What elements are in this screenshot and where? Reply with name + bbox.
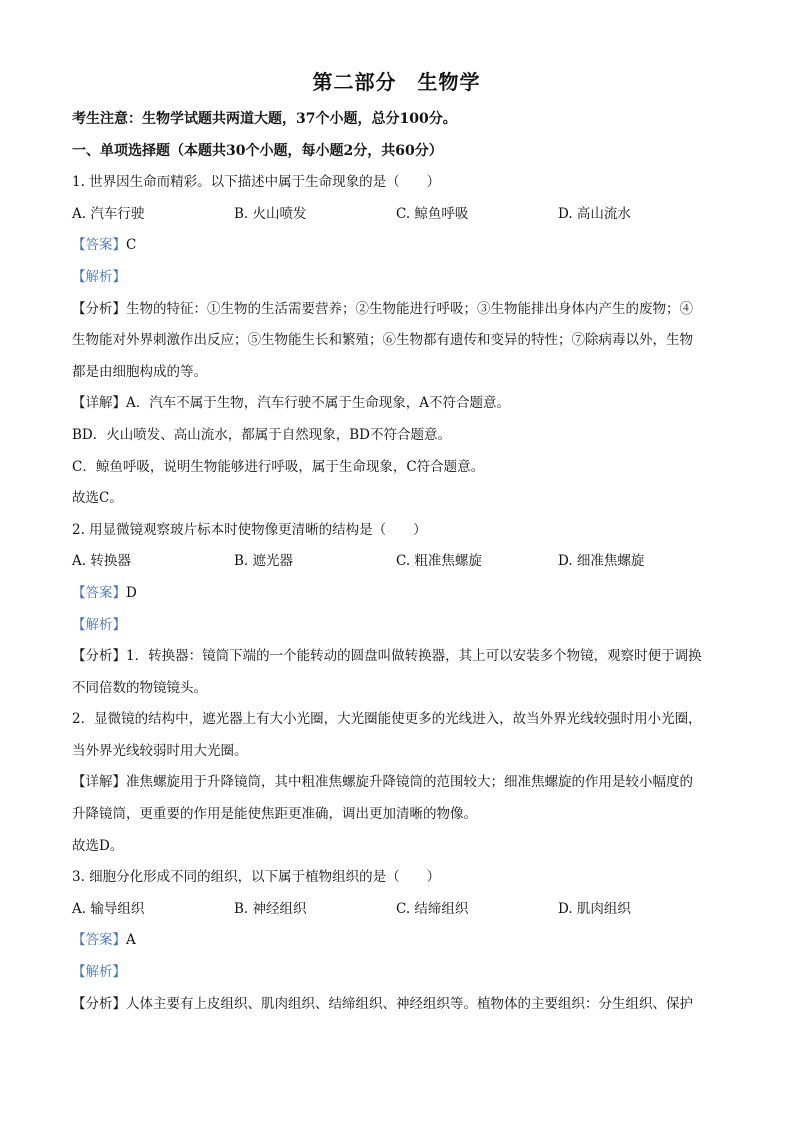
detail-tag: 【详解】	[72, 395, 126, 412]
explanation-line	[72, 961, 721, 983]
question-1	[72, 171, 721, 509]
option-a: A. 转换器	[72, 553, 131, 570]
explanation-line	[72, 614, 721, 636]
option-list	[72, 550, 721, 572]
option-c: C. 鲸鱼呼吸	[396, 205, 469, 222]
detail-text: BD．火山喷发、高山流水，都属于自然现象，BD不符合题意。	[72, 426, 451, 443]
explanation-line	[72, 266, 721, 288]
option-c: C. 结缔组织	[396, 900, 469, 917]
question-stem: 3. 细胞分化形成不同的组织，以下属于植物组织的是（ ）	[72, 869, 441, 886]
page-title: 第二部分 生物学	[312, 70, 481, 94]
analysis-text: 1．转换器：镜筒下端的一个能转动的圆盘叫做转换器，其上可以安装多个物镜，观察时便于调换	[126, 648, 702, 665]
analysis-tag: 【分析】	[72, 995, 126, 1012]
question-stem: 1. 世界因生命而精彩。以下描述中属于生命现象的是（ ）	[72, 174, 441, 191]
option-list	[72, 203, 721, 225]
answer-line	[72, 929, 721, 951]
option-b: B. 火山喷发	[234, 205, 307, 222]
option-b: B. 神经组织	[234, 900, 307, 917]
option-a: A. 输导组织	[72, 900, 145, 917]
analysis-text: 当外界光线较弱时用大光圈。	[72, 742, 248, 759]
answer-value: C	[126, 237, 137, 254]
analysis-tag: 【分析】	[72, 300, 126, 317]
analysis-line	[72, 645, 721, 667]
section-heading: 一、单项选择题（本题共30个小题，每小题2分，共60分）	[72, 142, 443, 159]
conclusion-text: 故选C。	[72, 490, 123, 507]
analysis-line	[72, 993, 721, 1015]
detail-text: A．汽车不属于生物，汽车行驶不属于生命现象，A不符合题意。	[126, 395, 510, 412]
option-list	[72, 898, 721, 920]
option-d: D. 细准焦螺旋	[558, 553, 645, 570]
explanation-tag: 【解析】	[72, 268, 126, 285]
answer-line	[72, 234, 721, 256]
detail-line	[72, 771, 721, 793]
answer-value: D	[126, 584, 137, 601]
analysis-text: 2．显微镜的结构中，遮光器上有大小光圈，大光圈能使更多的光线进入，故当外界光线较强时用小光圈，	[72, 711, 702, 728]
question-stem: 2. 用显微镜观察玻片标本时使物像更清晰的结构是（ ）	[72, 521, 427, 538]
answer-line	[72, 582, 721, 604]
analysis-tag: 【分析】	[72, 648, 126, 665]
conclusion-text: 故选D。	[72, 837, 124, 854]
option-a: A. 汽车行驶	[72, 205, 145, 222]
analysis-text: 人体主要有上皮组织、肌肉组织、结缔组织、神经组织等。植物体的主要组织：分生组织、保护	[126, 995, 693, 1012]
option-c: C. 粗准焦螺旋	[396, 553, 482, 570]
answer-tag: 【答案】	[72, 584, 126, 601]
analysis-text: 生物的特征：①生物的生活需要营养；②生物能进行呼吸；③生物能排出身体内产生的废物；④	[126, 300, 693, 317]
detail-text: 升降镜筒，更重要的作用是能使焦距更准确，调出更加清晰的物像。	[72, 806, 477, 823]
detail-text: 准焦螺旋用于升降镜筒，其中粗准焦螺旋升降镜筒的范围较大；细准焦螺旋的作用是较小幅度的	[126, 774, 693, 791]
answer-tag: 【答案】	[72, 932, 126, 949]
analysis-text: 都是由细胞构成的等。	[72, 363, 207, 380]
analysis-text: 不同倍数的物镜镜头。	[72, 679, 207, 696]
question-2	[72, 519, 721, 857]
detail-tag: 【详解】	[72, 774, 126, 791]
detail-line	[72, 392, 721, 414]
exam-notice: 考生注意：生物学试题共两道大题，37个小题，总分100分。	[72, 111, 457, 127]
option-d: D. 高山流水	[558, 205, 631, 222]
option-d: D. 肌肉组织	[558, 900, 631, 917]
analysis-text: 生物能对外界刺激作出反应；⑤生物能生长和繁殖；⑥生物都有遗传和变异的特性；⑦除病毒以外，生物	[72, 332, 693, 349]
option-b: B. 遮光器	[234, 553, 294, 570]
question-3	[72, 866, 721, 1014]
detail-text: C．鲸鱼呼吸，说明生物能够进行呼吸，属于生命现象，C符合题意。	[72, 458, 485, 475]
explanation-tag: 【解析】	[72, 616, 126, 633]
explanation-tag: 【解析】	[72, 964, 126, 981]
answer-value: A	[126, 932, 136, 949]
analysis-line	[72, 298, 721, 320]
answer-tag: 【答案】	[72, 237, 126, 254]
